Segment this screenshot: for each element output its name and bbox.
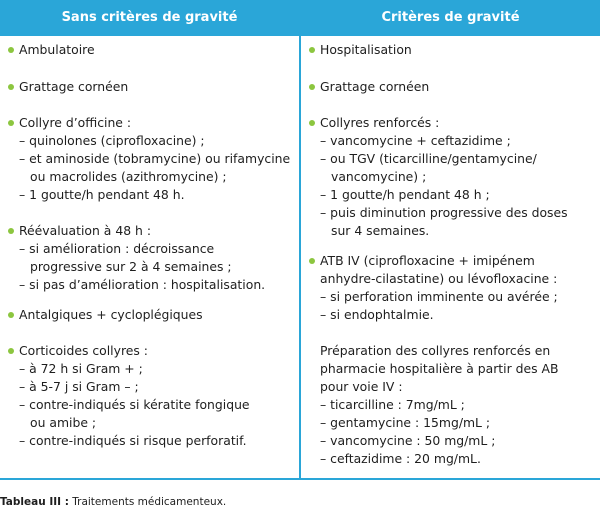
right-bullet-atb-iv: ATB IV (ciprofloxacine + imipénem anhydre-cilastatine) ou lévofloxacine : – si perforation imminente ou avérée ; – si endophtalmie. (309, 252, 558, 324)
left-bullet-reevaluation: Réévaluation à 48 h : – si amélioration : décroissance progressive sur 2 à 4 semaines ; – si pas d’amélioration : hospitalisation. (8, 222, 265, 294)
left-bullet-grattage: Grattage cornéen (8, 78, 128, 96)
table-caption (0, 496, 226, 508)
left-bullet-corticoides: Corticoides collyres : – à 72 h si Gram + ; – à 5-7 j si Gram – ; – contre-indiqués si kératite fongique ou amibe ; – contre-indiqués si risque perforatif. (8, 342, 250, 450)
header-sans-gravite: Sans critères de gravité (0, 2, 299, 36)
right-preparation-note: Préparation des collyres renforcés en pharmacie hospitalière à partir des AB pour voie IV : – ticarcilline : 7mg/mL ; – gentamycine : 15mg/mL ; – vancomycine : 50 mg/mL ; – ceftazidime : 20 mg/mL. (320, 343, 559, 466)
right-bullet-grattage: Grattage cornéen (309, 78, 429, 96)
column-divider (299, 2, 301, 480)
left-bullet-antalgiques: Antalgiques + cycloplégiques (8, 306, 203, 324)
caption-label: Tableau III : (0, 496, 69, 508)
left-bullet-collyre: Collyre d’officine : – quinolones (ciprofloxacine) ; – et aminoside (tobramycine) ou rifamycine ou macrolides (azithromycine) ; – 1 goutte/h pendant 48 h. (8, 114, 290, 204)
right-bullet-collyres-renforces: Collyres renforcés : – vancomycine + ceftazidime ; – ou TGV (ticarcilline/gentamycine/ vancomycine) ; – 1 goutte/h pendant 48 h ; – puis diminution progressive des doses sur 4 semaines. (309, 114, 568, 240)
header-gravite: Critères de gravité (301, 2, 600, 36)
left-bullet-ambulatoire: Ambulatoire (8, 41, 95, 59)
right-bullet-hospitalisation: Hospitalisation (309, 41, 412, 59)
caption-text: Traitements médicamenteux. (68, 496, 227, 508)
